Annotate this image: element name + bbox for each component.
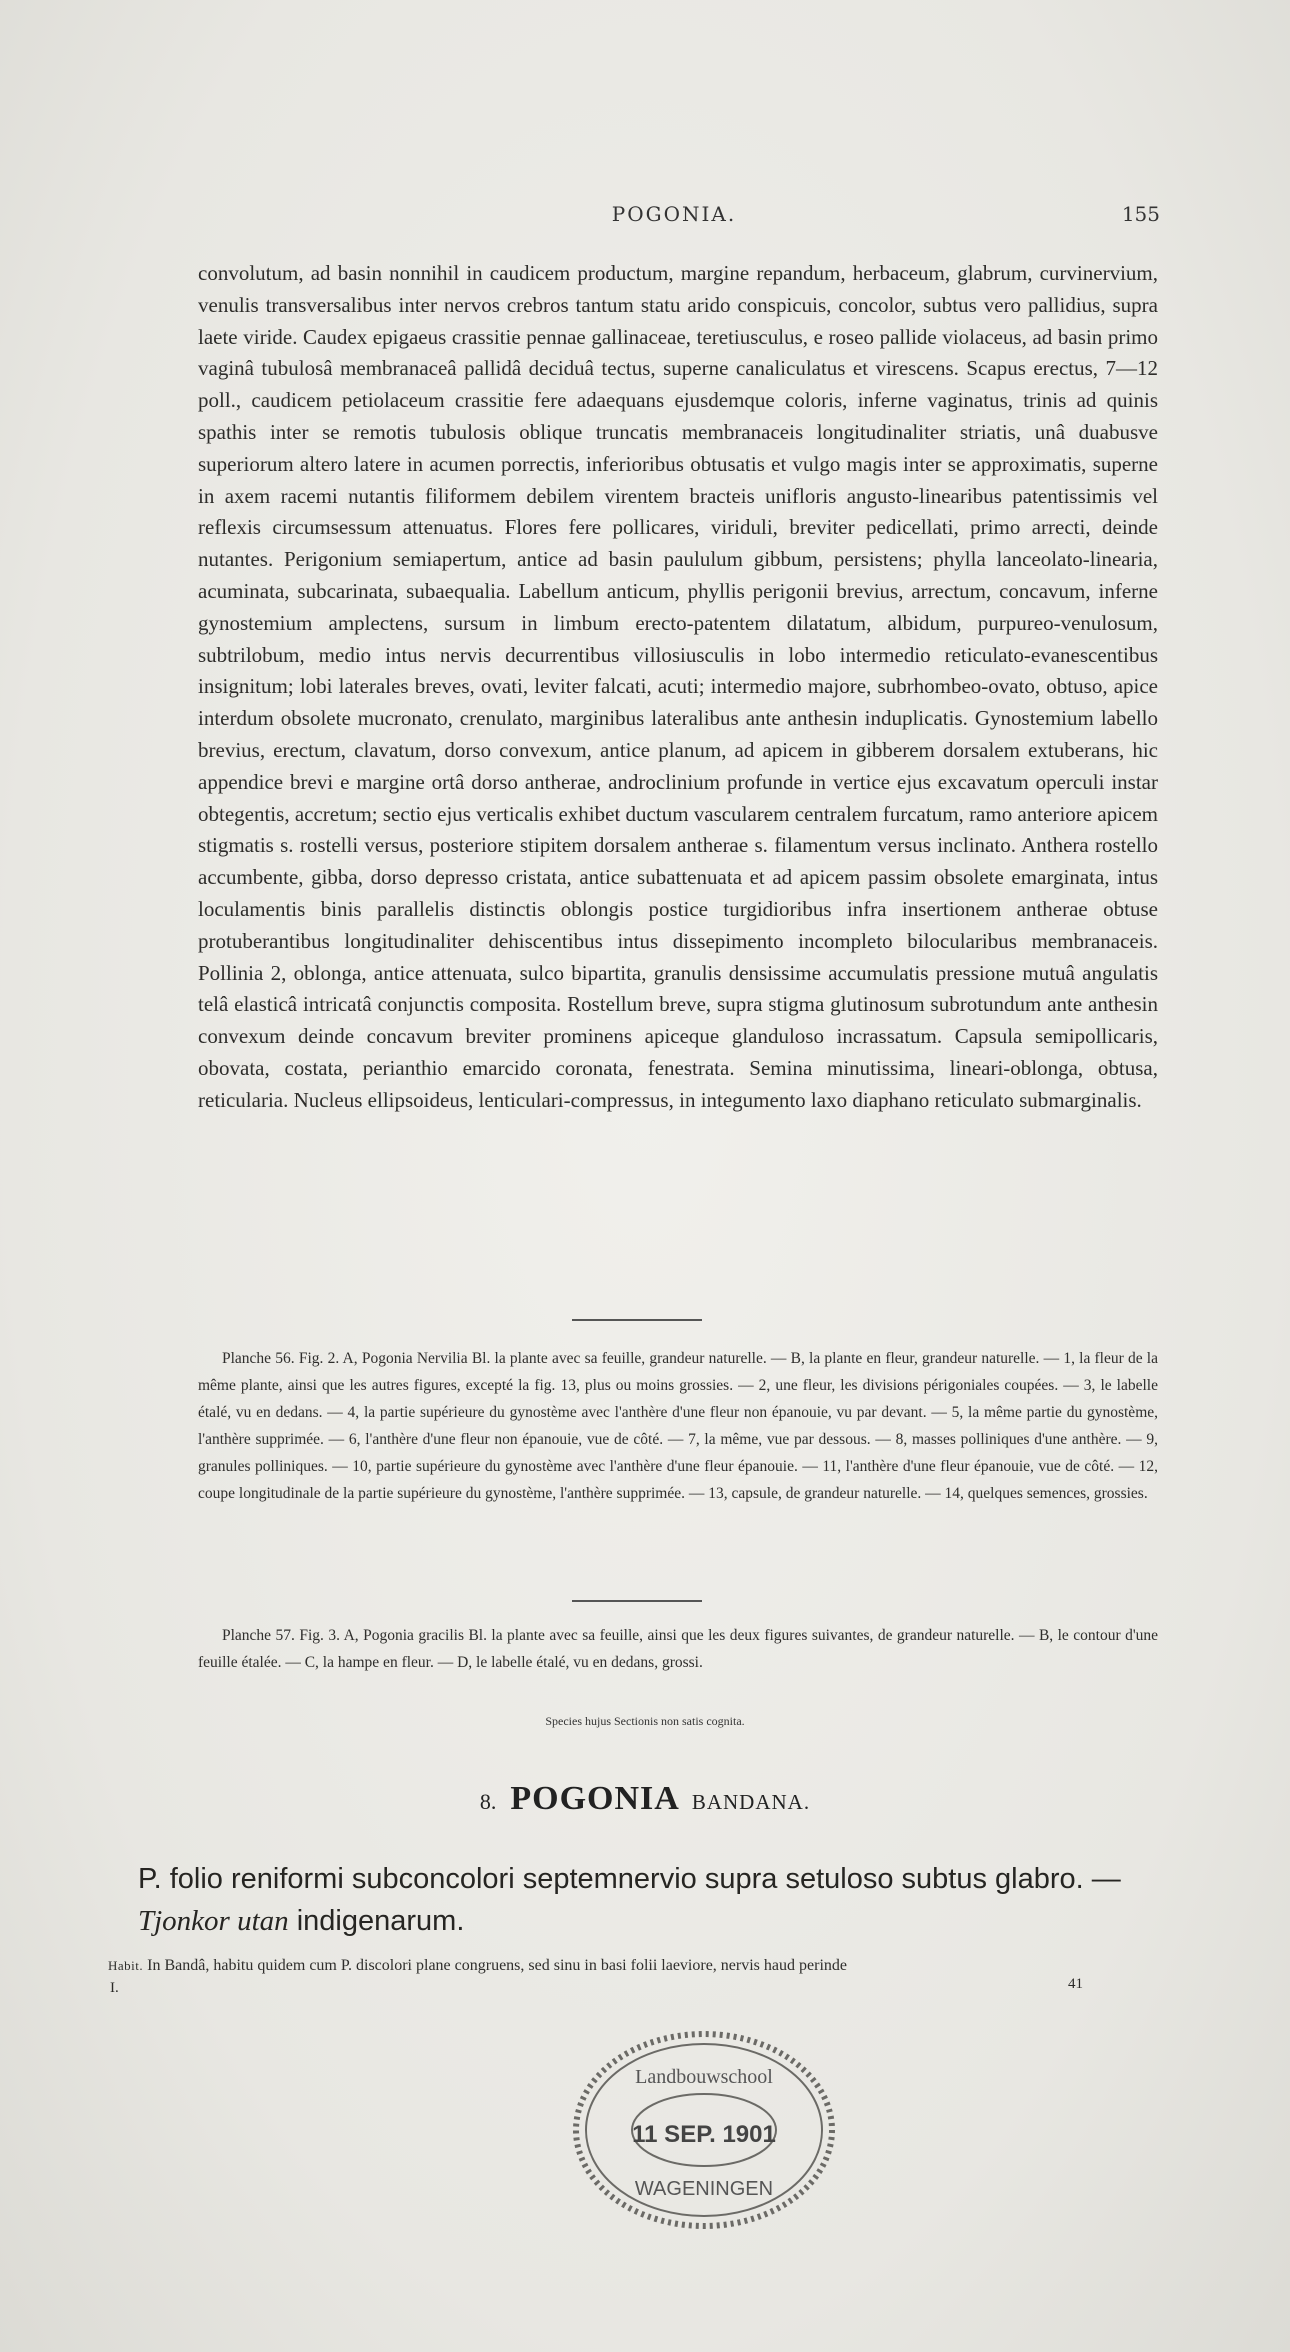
diagnosis-text: P. folio reniformi subconcolori septemnervio supra setuloso subtus glabro. — [138, 1863, 1121, 1895]
species-number: 8. [479, 1789, 497, 1814]
signature-right: 41 [1068, 1976, 1083, 1992]
body-text [198, 258, 1158, 1117]
library-stamp [568, 2025, 840, 2235]
stamp-line2: WAGENINGEN [634, 2178, 774, 2200]
stamp-line1: Landbouwschool [635, 2066, 773, 2088]
diagnosis-tail: indigenarum. [296, 1905, 465, 1937]
species-genus: POGONIA [510, 1780, 680, 1817]
diagnosis [138, 1858, 1158, 1942]
running-title: POGONIA. [611, 202, 737, 226]
plate-57-caption-text: Planche 57. Fig. 3. A, Pogonia gracilis Bl. la plante avec sa feuille, ainsi que les deux figures suivantes, de grandeur naturelle. — B, le contour d'une feuille étalée. — C, la hampe en fleur. — D, le labelle étalé, vu en dedans, grossi. [198, 1627, 1158, 1671]
section-note: Species hujus Sectionis non satis cognita. [545, 1714, 745, 1728]
habit-text: In Bandâ, habitu quidem cum P. discolori plane congruens, sed sinu in basi folii laeviore, nervis haud perinde [147, 1957, 847, 1974]
separator-rule [572, 1600, 702, 1602]
plate-56-caption [198, 1345, 1158, 1507]
species-epithet: BANDANA. [691, 1790, 811, 1814]
page-number: 155 [1121, 202, 1160, 226]
species-heading [0, 1780, 1290, 1818]
diagnosis-vernacular: Tjonkor utan [138, 1905, 289, 1937]
separator-rule [572, 1319, 702, 1321]
habit-label: Habit. [108, 1958, 144, 1973]
habit-paragraph [108, 1954, 1158, 1978]
description-paragraph: convolutum, ad basin nonnihil in caudicem productum, margine repandum, herbaceum, glabrum, curvinervium, venulis transversalibus inter nervos crebros tantum statu arido conspicuis, concolor, subtus vero pallidius, supra laete viride. Caudex epigaeus crassitie pennae gallinaceae, teretiusculus, e roseo pallide violaceus, ad basin primo vaginâ tubulosâ membranaceâ pallidâ deciduâ tectus, superne canaliculatus et virescens. Scapus erectus, 7—12 poll., caudicem petiolaceum crassitie fere adaequans ejusdemque coloris, inferne vaginatus, trinis ad quinis spathis inter se remotis tubulosis oblique truncatis membranaceis longitudinaliter striatis, unâ duabusve superiorum altero latere in acumen porrectis, inferioribus obtusatis et vulgo magis inter se approximatis, superne in axem racemi nutantis filiformem debilem virentem bracteis unifloris angusto-linearibus patentissimis vel reflexis circumsessum attenuatus. Flores fere pollicares, viriduli, breviter pedicellati, primo arrecti, deinde nutantes. Perigonium semiapertum, antice ad basin paululum gibbum, persistens; phylla lanceolato-linearia, acuminata, subcarinata, subaequalia. Labellum anticum, phyllis perigonii brevius, arrectum, concavum, inferne gynostemium amplectens, sursum in limbum erecto-patentem dilatatum, albidum, purpureo-venulosum, subtrilobum, medio intus nervis decurrentibus villosiusculis in lobo intermedio reticulato-evanescentibus insignitum; lobi laterales breves, ovati, leviter falcati, acuti; intermedio majore, subrhombeo-ovato, obtuso, apice interdum obsolete mucronato, crenulato, marginibus lateralibus ante anthesin induplicatis. Gynostemium labello brevius, erectum, clavatum, dorso convexum, antice planum, ad apicem in gibberem dorsalem extuberans, hic appendice brevi e margine ortâ dorso antherae, androclinium profunde in vertice ejus excavatum operculi instar obtegentis, accretum; sectio ejus verticalis exhibet ductum vascularem centralem furcatum, ramo anteriore apicem stigmatis s. rostelli versus, posteriore stipitem dorsalem antherae s. filamentum versus inclinato. Anthera rostello accumbente, gibba, dorso depresso cristata, antice subattenuata et ad apicem passim obsolete emarginata, intus loculamentis binis parallelis distinctis oblongis postice turgidioribus infra insertionem antherae obtuse protuberantibus longitudinaliter dehiscentibus intus dissepimento incompleto bilocularibus membranaceis. Pollinia 2, oblonga, antice attenuata, sulco bipartita, granulis densissime accumulatis pressione mutuâ angulatis telâ elasticâ intricatâ conjunctis composita. Rostellum breve, supra stigma glutinosum subrotundum ante anthesin convexum deinde concavum breviter prominens apiceque glanduloso incrassatum. Capsula semipollicaris, obovata, costata, perianthio emarcido coronata, fenestrata. Semina minutissima, lineari-oblonga, obtusa, reticularia. Nucleus ellipsoideus, lenticulari-compressus, in integumento laxo diaphano reticulato submarginalis. [198, 261, 1158, 1112]
plate-57-caption [198, 1622, 1158, 1676]
plate-56-caption-text: Planche 56. Fig. 2. A, Pogonia Nervilia Bl. la plante avec sa feuille, grandeur naturelle. — B, la plante en fleur, grandeur naturelle. — 1, la fleur de la même plante, ainsi que les autres figures, excepté la fig. 13, plus ou moins grossies. — 2, une fleur, les divisions périgoniales coupées. — 3, le labelle étalé, vu en dedans. — 4, la partie supérieure du gynostème avec l'anthère d'une fleur non épanouie, vu par devant. — 5, la même partie du gynostème, l'anthère supprimée. — 6, l'anthère d'une fleur non épanouie, vue de côté. — 7, la même, vue par dessous. — 8, masses polliniques d'une anthère. — 9, granules polliniques. — 10, partie supérieure du gynostème avec l'anthère d'une fleur épanouie. — 11, l'anthère d'une fleur épanouie, vue de côté. — 12, coupe longitudinale de la partie supérieure du gynostème, l'anthère supprimée. — 13, capsule, de grandeur naturelle. — 14, quelques semences, grossies. [198, 1350, 1158, 1502]
running-head [188, 202, 1160, 232]
stamp-date: 11 SEP. 1901 [632, 2121, 776, 2148]
signature-left: I. [110, 1980, 119, 1996]
